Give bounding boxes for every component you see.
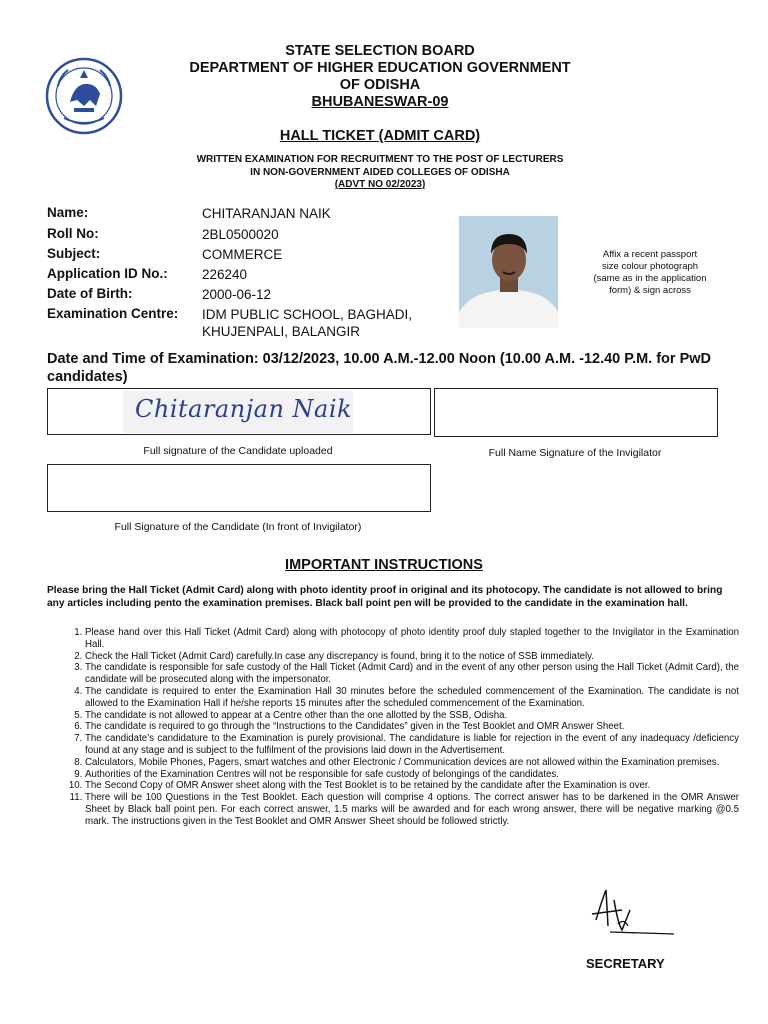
- dob-value: 2000-06-12: [202, 287, 272, 302]
- instructions-title: IMPORTANT INSTRUCTIONS: [285, 557, 483, 573]
- instruction-item: 2. Check the Hall Ticket (Admit Card) carefully.In case any discrepancy is found, bring it to the notice of SSB immediately.: [85, 651, 739, 663]
- header-line-3: OF ODISHA: [339, 77, 421, 93]
- odisha-emblem-icon: [44, 56, 124, 136]
- candidate-uploaded-caption: Full signature of the Candidate uploaded: [143, 445, 333, 457]
- centre-line-2: KHUJENPALI, BALANGIR: [202, 324, 361, 339]
- candidate-front-caption: Full Signature of the Candidate (In front of Invigilator): [114, 521, 362, 533]
- subject-value: COMMERCE: [202, 247, 283, 262]
- photo-note-line-1: Affix a recent passport: [602, 249, 698, 260]
- document-title: HALL TICKET (ADMIT CARD): [279, 128, 481, 144]
- instruction-item: 8. Calculators, Mobile Phones, Pagers, smart watches and other Electronic / Communication devices are not allowed within the Examination premises.: [85, 757, 739, 769]
- header-block: [150, 43, 610, 111]
- header-line-4: BHUBANESWAR-09: [311, 94, 449, 110]
- photo-note-line-3: (same as in the application: [593, 273, 707, 284]
- application-id-label: Application ID No.:: [47, 266, 168, 281]
- instruction-item: 4. The candidate is required to enter the Examination Hall 30 minutes before the scheduled commencement of the Examination. The candidate is not allowed to the Examination Hall if he/she reports 15 minutes after the scheduled commencement of the Examination.: [85, 686, 739, 710]
- roll-label: Roll No:: [47, 226, 99, 241]
- centre-line-1: IDM PUBLIC SCHOOL, BAGHADI,: [202, 307, 413, 322]
- instructions-intro: Please bring the Hall Ticket (Admit Card) along with photo identity proof in original and its photocopy. The candidate is not allowed to bring any articles including pento the examination premises. Black ball point pen will be provided to the candidate in the examination hall.: [47, 585, 723, 609]
- instruction-item: 9. Authorities of the Examination Centres will not be responsible for safe custody of belongings of the candidates.: [85, 769, 739, 781]
- subject-label: Subject:: [47, 246, 101, 261]
- application-id-value: 226240: [202, 267, 248, 282]
- instruction-item: 1. Please hand over this Hall Ticket (Admit Card) along with photocopy of photo identity proof duly stapled together to the Invigilator in the Examination Hall.: [85, 627, 739, 651]
- instruction-item: 7. The candidate’s candidature to the Examination is purely provisional. The candidature is liable for rejection in the event of any inadequacy /deficiency found at any stage and is subject to the fulfilment of the provisions laid down in the Advertisement.: [85, 733, 739, 757]
- candidate-signature-image: [123, 391, 353, 433]
- instruction-item: 3. The candidate is responsible for safe custody of the Hall Ticket (Admit Card) and in the event of any other person using the Hall Ticket (Admit Card), the candidate will be prosecuted along with the impersonator.: [85, 662, 739, 686]
- photo-note-line-2: size colour photograph: [601, 261, 699, 272]
- candidate-front-signature-box: [47, 464, 431, 512]
- instruction-item: 5. The candidate is not allowed to appear at a Centre other than the one allotted by the SSB, Odisha.: [85, 710, 739, 722]
- advt-number: (ADVT NO 02/2023): [334, 179, 426, 190]
- exam-subtitle: [150, 154, 610, 192]
- instruction-item: 6. The candidate is required to go through the “Instructions to the Candidates” given in the Test Booklet and OMR Answer Sheet.: [85, 721, 739, 733]
- header-line-2: DEPARTMENT OF HIGHER EDUCATION GOVERNMENT: [189, 60, 571, 76]
- name-label: Name:: [47, 205, 89, 220]
- photo-instruction: [586, 249, 714, 297]
- subtitle-line-1: WRITTEN EXAMINATION FOR RECRUITMENT TO THE POST OF LECTURERS: [196, 154, 564, 165]
- roll-value: 2BL0500020: [202, 227, 279, 242]
- centre-value: [202, 306, 412, 340]
- invigilator-signature-box: [434, 388, 718, 437]
- invigilator-caption: Full Name Signature of the Invigilator: [488, 447, 662, 459]
- secretary-label: SECRETARY: [586, 956, 665, 971]
- photo-note-line-4: form) & sign across: [609, 285, 691, 296]
- instructions-list: [66, 627, 739, 828]
- secretary-signature-image: [588, 880, 678, 940]
- name-value: CHITARANJAN NAIK: [202, 206, 331, 221]
- candidate-signature-text: Chitaranjan Naik: [135, 395, 353, 423]
- candidate-photo: [459, 216, 558, 328]
- dob-label: Date of Birth:: [47, 286, 133, 301]
- subtitle-line-2: IN NON-GOVERNMENT AIDED COLLEGES OF ODISHA: [250, 166, 510, 178]
- header-line-1: STATE SELECTION BOARD: [285, 43, 475, 59]
- instruction-item: 11. There will be 100 Questions in the Test Booklet. Each question will comprise 4 options. The correct answer has to be darkened in the OMR Answer Sheet by Black ball point pen. For each correct answer, 1.5 marks will be awarded and for each wrong answer, there will be negative marking @0.5 mark. The instructions given in the Test Booklet and OMR Answer Sheet should be followed strictly.: [85, 792, 739, 827]
- centre-label: Examination Centre:: [47, 306, 179, 321]
- instruction-item: 10. The Second Copy of OMR Answer sheet along with the Test Booklet is to be retained by the candidate after the Examination is over.: [85, 780, 739, 792]
- exam-date-time: Date and Time of Examination: 03/12/2023, 10.00 A.M.-12.00 Noon (10.00 A.M. -12.40 P.M. for PwD candidates): [47, 351, 712, 385]
